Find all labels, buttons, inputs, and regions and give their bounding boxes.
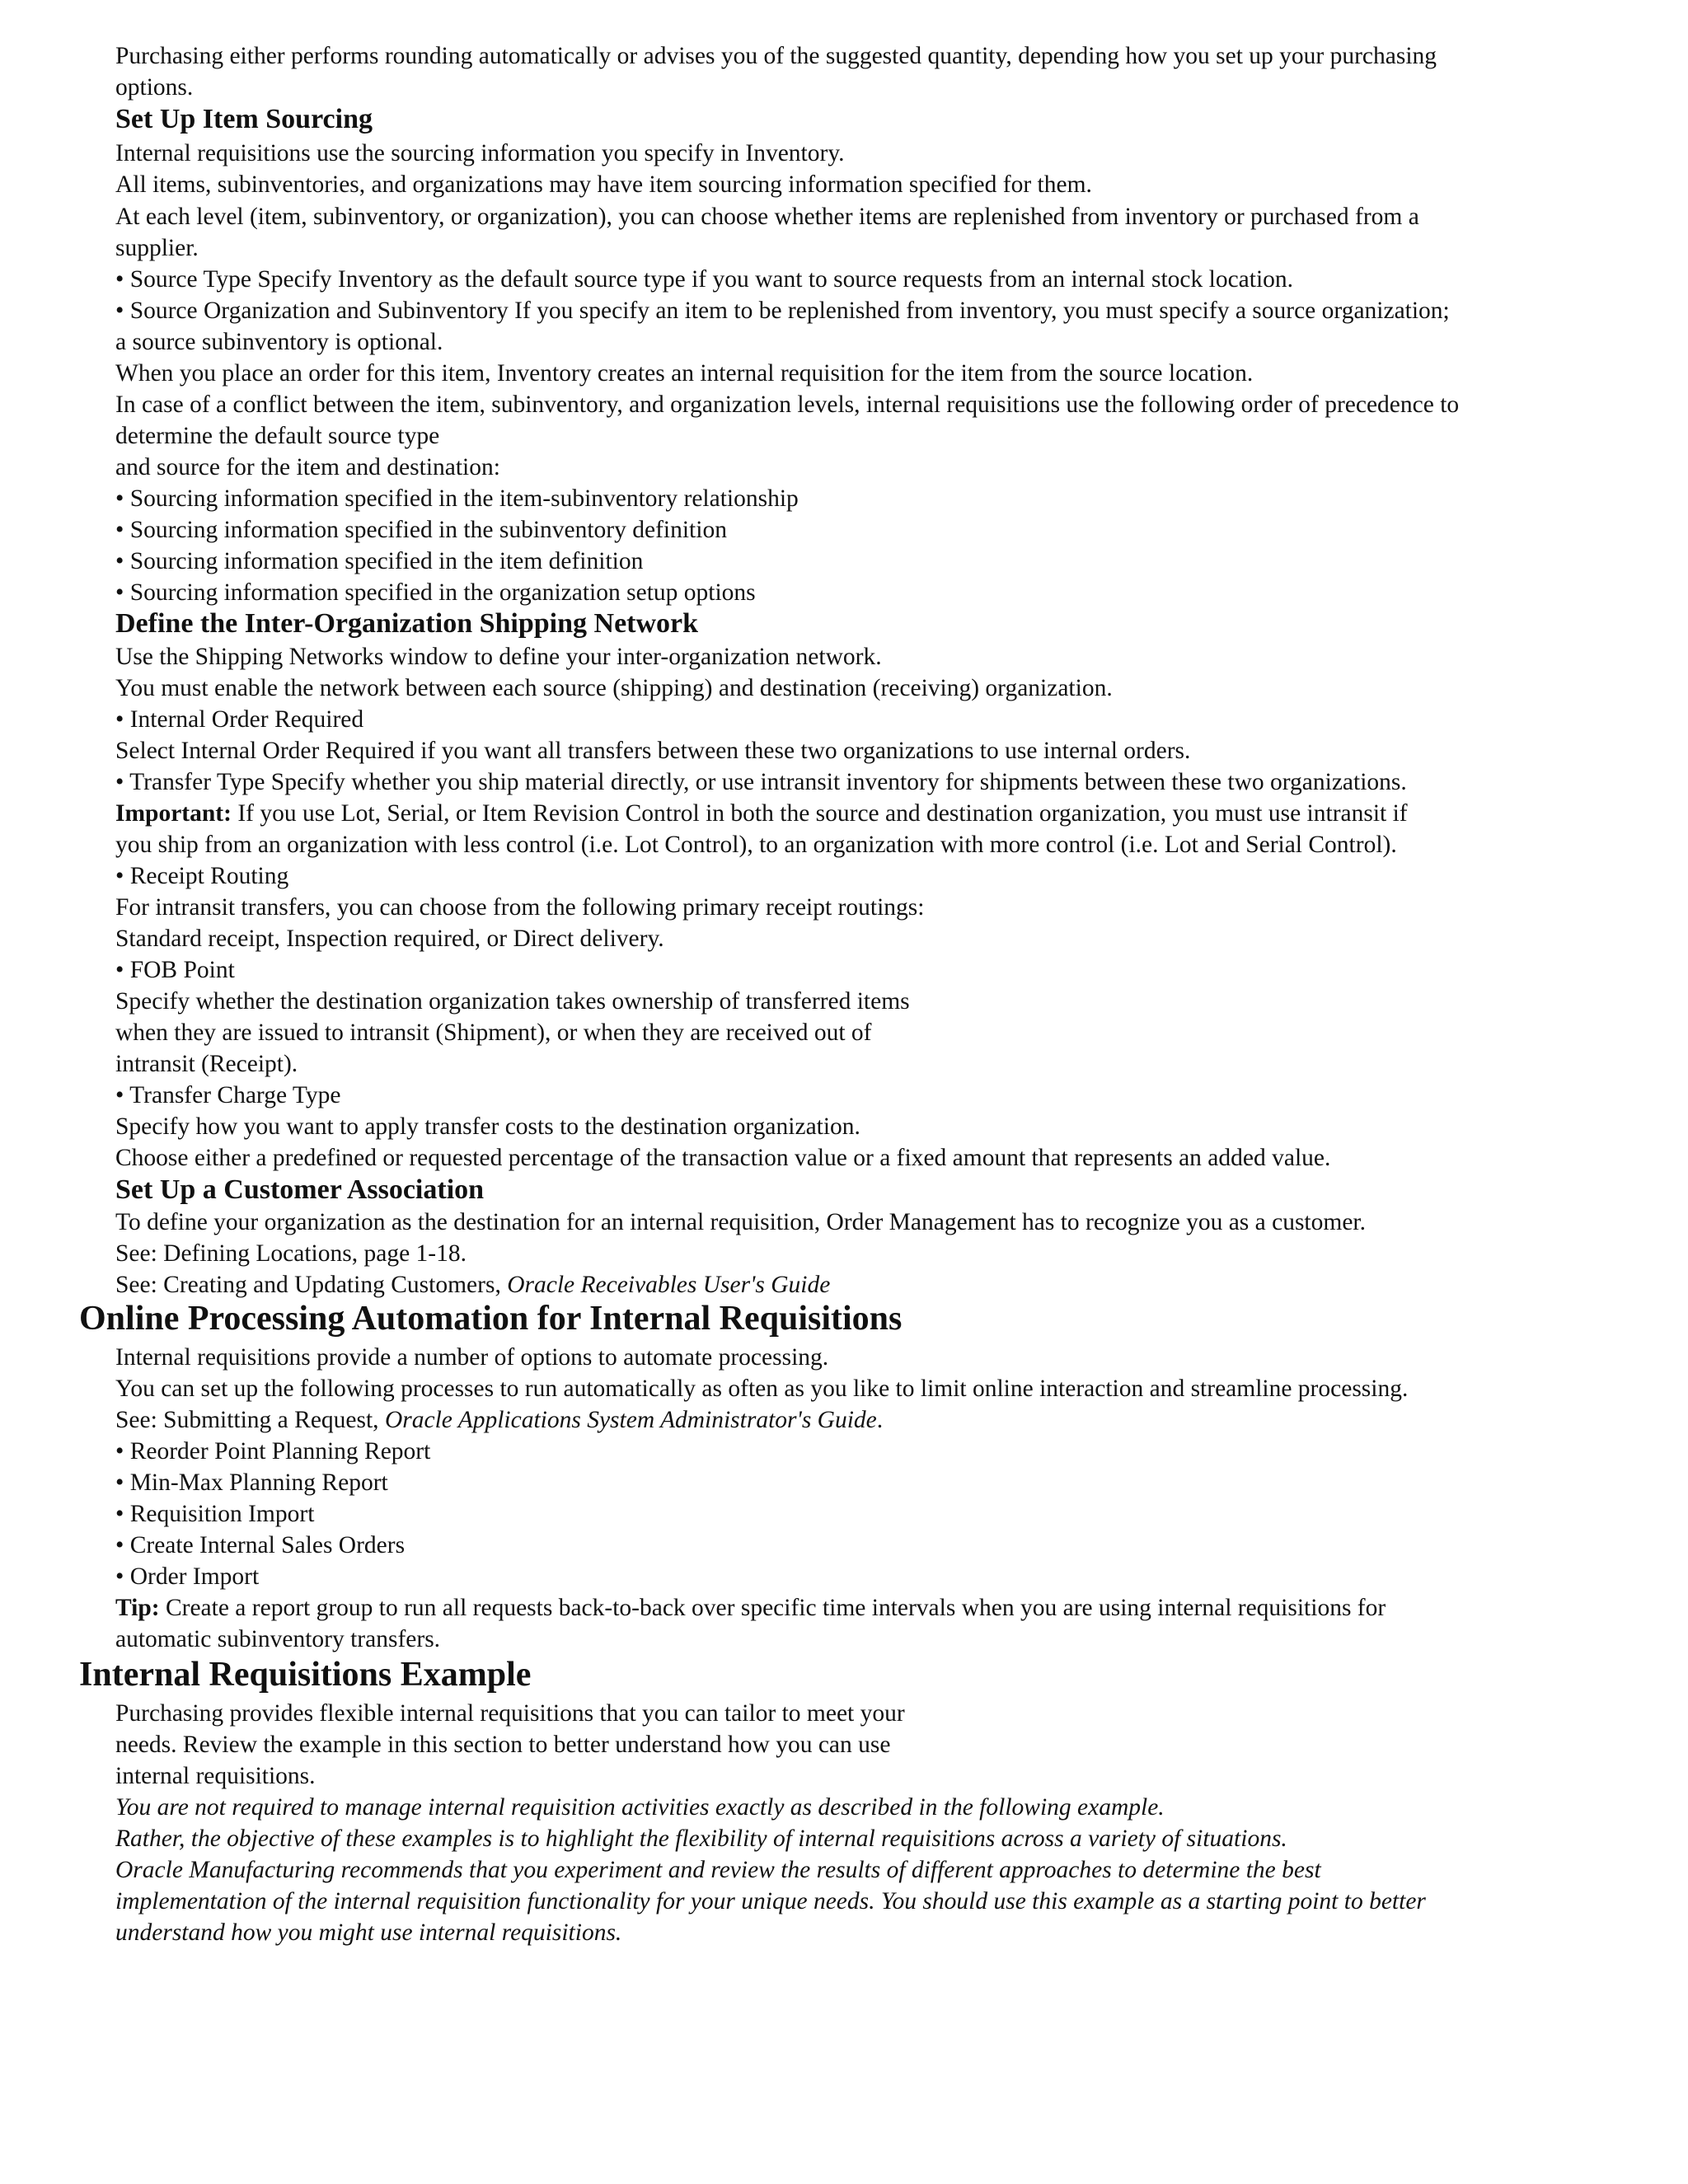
- important-text: If you use Lot, Serial, or Item Revision Control in both the source and destination organization, you must use intransit if: [231, 800, 1408, 827]
- paragraph-line: Standard receipt, Inspection required, or Direct delivery.: [115, 926, 664, 952]
- paragraph-line: Specify whether the destination organization takes ownership of transferred items: [115, 988, 910, 1015]
- paragraph-line: Purchasing provides flexible internal requisitions that you can tailor to meet your: [115, 1700, 905, 1727]
- bullet-item: • FOB Point: [115, 957, 235, 983]
- paragraph-line: When you place an order for this item, Inventory creates an internal requisition for the item from the source location.: [115, 360, 1254, 387]
- reference-line: [115, 1404, 883, 1436]
- paragraph-line: Choose either a predefined or requested percentage of the transaction value or a fixed amount that represents an added value.: [115, 1145, 1331, 1171]
- heading-set-up-item-sourcing: Set Up Item Sourcing: [115, 104, 373, 134]
- important-label: Important:: [115, 800, 232, 827]
- italic-note-line: Rather, the objective of these examples is to highlight the flexibility of internal requisitions across a variety of situations.: [115, 1825, 1287, 1852]
- heading-define-shipping-network: Define the Inter-Organization Shipping Network: [115, 608, 699, 639]
- bullet-item: • Sourcing information specified in the item-subinventory relationship: [115, 485, 799, 512]
- reference-guide-title: Oracle Applications System Administrator's Guide: [384, 1407, 877, 1433]
- reference-text: See: Creating and Updating Customers,: [115, 1272, 508, 1298]
- paragraph-line: Internal requisitions use the sourcing information you specify in Inventory.: [115, 140, 845, 166]
- italic-note-line: You are not required to manage internal requisition activities exactly as described in the following example.: [115, 1794, 1165, 1821]
- bullet-item: • Transfer Charge Type: [115, 1082, 341, 1108]
- paragraph-line: intransit (Receipt).: [115, 1051, 298, 1077]
- heading-internal-requisitions-example: Internal Requisitions Example: [79, 1656, 532, 1694]
- paragraph-line: supplier.: [115, 235, 199, 261]
- heading-set-up-customer-association: Set Up a Customer Association: [115, 1174, 485, 1205]
- bullet-item: • Transfer Type Specify whether you ship material directly, or use intransit inventory for shipments between these two organizations.: [115, 769, 1407, 795]
- paragraph-line: In case of a conflict between the item, subinventory, and organization levels, internal requisitions use the following order of precedence to: [115, 391, 1460, 418]
- paragraph-line: you ship from an organization with less control (i.e. Lot Control), to an organization with more control (i.e. Lot and Serial Control).: [115, 832, 1397, 858]
- bullet-item: • Receipt Routing: [115, 863, 289, 889]
- bullet-item: • Order Import: [115, 1563, 260, 1590]
- reference-text: See: Submitting a Request,: [115, 1407, 385, 1433]
- paragraph-line: options.: [115, 74, 194, 101]
- paragraph-line: when they are issued to intransit (Shipment), or when they are received out of: [115, 1019, 872, 1046]
- paragraph-line: Specify how you want to apply transfer costs to the destination organization.: [115, 1113, 860, 1140]
- heading-online-processing-automation: Online Processing Automation for Internal Requisitions: [79, 1300, 903, 1338]
- bullet-item: • Requisition Import: [115, 1501, 315, 1527]
- bullet-item: • Source Type Specify Inventory as the default source type if you want to source requests from an internal stock location.: [115, 266, 1294, 293]
- bullet-item: • Sourcing information specified in the item definition: [115, 548, 644, 574]
- italic-note-line: implementation of the internal requisition functionality for your unique needs. You should use this example as a starting point to better: [115, 1888, 1426, 1915]
- bullet-item: • Sourcing information specified in the organization setup options: [115, 579, 756, 606]
- bullet-item: • Min-Max Planning Report: [115, 1469, 388, 1496]
- italic-note-line: Oracle Manufacturing recommends that you experiment and review the results of different approaches to determine the best: [115, 1857, 1321, 1883]
- paragraph-line: You can set up the following processes to run automatically as often as you like to limit online interaction and streamline processing.: [115, 1376, 1409, 1402]
- important-note: [115, 798, 1408, 829]
- paragraph-line: automatic subinventory transfers.: [115, 1626, 441, 1652]
- paragraph-line: determine the default source type: [115, 423, 440, 449]
- reference-period: .: [876, 1407, 884, 1433]
- tip-note: [115, 1592, 1386, 1624]
- paragraph-line: Select Internal Order Required if you want all transfers between these two organizations to use internal orders.: [115, 738, 1191, 764]
- bullet-item: • Sourcing information specified in the subinventory definition: [115, 517, 727, 543]
- paragraph-line: See: Defining Locations, page 1-18.: [115, 1240, 467, 1267]
- bullet-item: • Reorder Point Planning Report: [115, 1438, 431, 1465]
- reference-line: [115, 1269, 830, 1301]
- paragraph-line: a source subinventory is optional.: [115, 329, 443, 355]
- paragraph-line: Internal requisitions provide a number of options to automate processing.: [115, 1344, 829, 1371]
- paragraph-line: Purchasing either performs rounding automatically or advises you of the suggested quantity, depending how you set up your purchasing: [115, 43, 1437, 69]
- paragraph-line: All items, subinventories, and organizations may have item sourcing information specified for them.: [115, 171, 1092, 198]
- tip-text: Create a report group to run all requests back-to-back over specific time intervals when you are using internal requisitions for: [159, 1595, 1386, 1621]
- paragraph-line: For intransit transfers, you can choose from the following primary receipt routings:: [115, 894, 925, 921]
- reference-guide-title: Oracle Receivables User's Guide: [507, 1272, 831, 1298]
- italic-note-line: understand how you might use internal requisitions.: [115, 1919, 622, 1946]
- paragraph-line: Use the Shipping Networks window to define your inter-organization network.: [115, 644, 882, 670]
- paragraph-line: To define your organization as the destination for an internal requisition, Order Management has to recognize you as a customer.: [115, 1209, 1366, 1235]
- paragraph-line: You must enable the network between each source (shipping) and destination (receiving) organization.: [115, 675, 1113, 701]
- paragraph-line: needs. Review the example in this section to better understand how you can use: [115, 1732, 891, 1758]
- bullet-item: • Source Organization and Subinventory If you specify an item to be replenished from inventory, you must specify a source organization;: [115, 298, 1450, 324]
- paragraph-line: At each level (item, subinventory, or organization), you can choose whether items are replenished from inventory or purchased from a: [115, 204, 1419, 230]
- bullet-item: • Internal Order Required: [115, 706, 364, 733]
- paragraph-line: and source for the item and destination:: [115, 454, 500, 480]
- tip-label: Tip:: [115, 1595, 160, 1621]
- paragraph-line: internal requisitions.: [115, 1763, 316, 1789]
- bullet-item: • Create Internal Sales Orders: [115, 1532, 406, 1558]
